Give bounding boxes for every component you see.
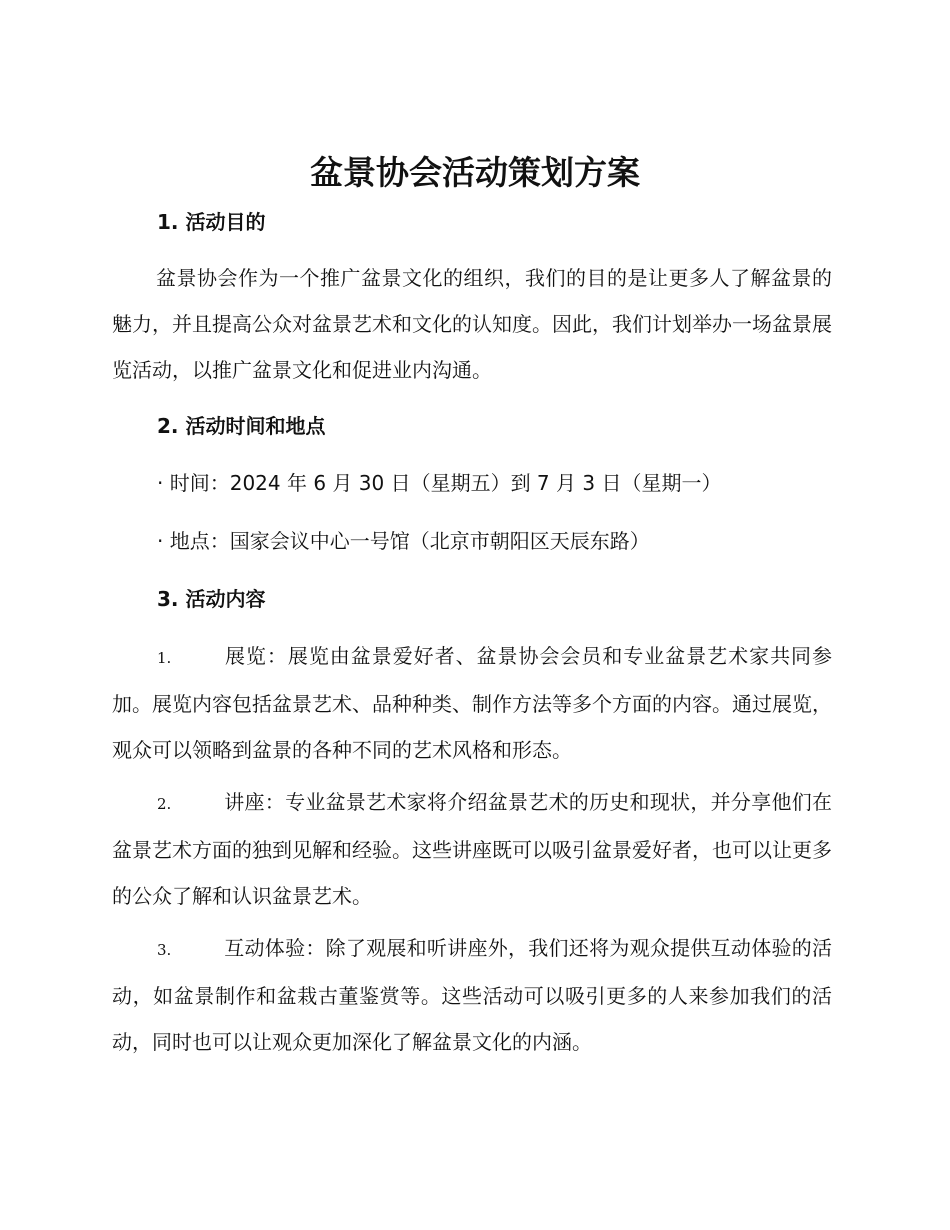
section-heading-time-place: 2. 活动时间和地点 <box>157 414 326 438</box>
list-number: 1. <box>157 649 172 667</box>
content-item-exhibition <box>112 633 832 773</box>
list-number: 2. <box>157 795 172 813</box>
section-heading-purpose: 1. 活动目的 <box>157 210 266 234</box>
content-item-interactive <box>112 925 832 1065</box>
content-item-lecture <box>112 779 832 919</box>
purpose-paragraph: 盆景协会作为一个推广盆景文化的组织，我们的目的是让更多人了解盆景的魅力，并且提高公众对盆景艺术和文化的认知度。因此，我们计划举办一场盆景展览活动，以推广盆景文化和促进业内沟通。 <box>112 266 832 382</box>
list-item-text: 讲座：专业盆景艺术家将介绍盆景艺术的历史和现状，并分享他们在盆景艺术方面的独到见解和经验。这些讲座既可以吸引盆景爱好者，也可以让更多的公众了解和认识盆景艺术。 <box>112 790 832 908</box>
section-heading-content: 3. 活动内容 <box>157 587 266 611</box>
place-bullet: · 地点：国家会议中心一号馆（北京市朝阳区天辰东路） <box>157 529 650 553</box>
list-item-text: 互动体验：除了观展和听讲座外，我们还将为观众提供互动体验的活动，如盆景制作和盆栽古董鉴赏等。这些活动可以吸引更多的人来参加我们的活动，同时也可以让观众更加深化了解盆景文化的内涵。 <box>112 936 832 1054</box>
page-title: 盆景协会活动策划方案 <box>310 153 640 192</box>
time-bullet: · 时间：2024 年 6 月 30 日（星期五）到 7 月 3 日（星期一） <box>157 471 722 495</box>
list-number: 3. <box>157 941 172 959</box>
list-item-text: 展览：展览由盆景爱好者、盆景协会会员和专业盆景艺术家共同参加。展览内容包括盆景艺术、品种种类、制作方法等多个方面的内容。通过展览，观众可以领略到盆景的各种不同的艺术风格和形态。 <box>112 644 832 762</box>
